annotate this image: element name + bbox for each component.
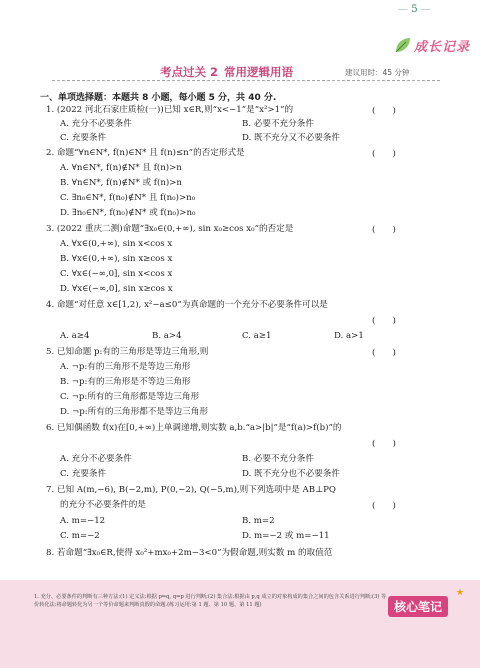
option-d: D. ∃n₀∈N*, f(n₀)∉N* 或 f(n₀)>n₀ — [60, 208, 196, 218]
option-b: B. ¬p:有的三角形是不等边三角形 — [60, 377, 191, 387]
option-c: C. ¬p:所有的三角形都是等边三角形 — [60, 392, 200, 402]
option-b: B. 必要不充分条件 — [242, 454, 314, 464]
option-a: A. ∀x∈(0,+∞), sin x<cos x — [60, 239, 173, 249]
question-7-stem-continued: 的充分不必要条件的是 — [60, 500, 146, 510]
section-heading: 一、单项选择题：本题共 8 小题，每小题 5 分，共 40 分. — [40, 93, 277, 103]
brand-label: 成长记录 — [414, 40, 471, 55]
page-number: — 5 — — [398, 4, 431, 15]
option-c: C. 充要条件 — [60, 469, 107, 479]
option-d: D. ¬p:所有的三角形都不是等边三角形 — [60, 407, 208, 417]
question-7-stem: 7. 已知 A(m,−6), B(−2,m), P(0,−2), Q(−5,m),则下列选项中是 AB⊥PQ — [46, 485, 336, 495]
option-a: A. a≥4 — [60, 331, 90, 341]
option-a: A. ∀n∈N*, f(n)∉N* 且 f(n)>n — [60, 163, 182, 173]
answer-blank: ( ) — [372, 149, 396, 159]
answer-blank: ( ) — [372, 501, 396, 511]
option-b: B. 必要不充分条件 — [242, 119, 314, 129]
option-d: D. 既不充分又不必要条件 — [242, 133, 340, 143]
option-c: C. ∃n₀∈N*, f(n₀)∉N* 且 f(n₀)>n₀ — [60, 193, 196, 203]
option-d: D. a>1 — [334, 331, 364, 341]
page-title: 考点过关 2 常用逻辑用语 — [160, 65, 294, 79]
star-icon: ★ — [456, 588, 465, 598]
option-d: D. ∀x∈(−∞,0], sin x≥cos x — [60, 284, 173, 294]
option-c: C. m=−2 — [60, 531, 100, 541]
question-5-stem: 5. 已知命题 p:有的三角形是等边三角形,则 — [46, 347, 209, 357]
option-a: A. 充分不必要条件 — [60, 119, 132, 129]
option-d: D. 既不充分也不必要条件 — [242, 469, 340, 479]
answer-blank: ( ) — [372, 106, 396, 116]
question-8-stem: 8. 若命题“∃x₀∈R,使得 x₀²+mx₀+2m−3<0”为假命题,则实数 m 的取值范 — [46, 548, 333, 558]
option-b: B. ∀n∈N*, f(n)∉N* 或 f(n)>n — [60, 178, 182, 188]
answer-blank: ( ) — [372, 316, 396, 326]
option-c: C. a≥1 — [242, 331, 272, 341]
question-1-stem: 1. (2022 河北石家庄质检(一))已知 x∈R,则“x<−1”是“x²>1”的 — [46, 105, 294, 115]
option-a: A. 充分不必要条件 — [60, 454, 132, 464]
option-d: D. m=−2 或 m=−11 — [242, 531, 330, 541]
option-b: B. m=2 — [242, 516, 275, 526]
question-3-stem: 3. (2022 重庆二测)命题“∃x₀∈(0,+∞), sin x₀≥cos x₀”的否定是 — [46, 224, 294, 234]
option-b: B. ∀x∈(0,+∞), sin x≥cos x — [60, 254, 173, 264]
question-2-stem: 2. 命题“∀n∈N*, f(n)∈N* 且 f(n)≤n”的否定形式是 — [46, 148, 245, 158]
footnote: 1. 充分、必要条件的判断有三种方法:(1) 定义法:根据 p⇒q, q⇒p 进行判断;(2) 集合法:根据由 p,q 成立的对象构成的集合之间的包含关系进行判断;(3) 等价转化法:将命题转化为另一个等价命题来判断真假的命题.(练习运用:第 1 题、第 10 题、第 11 题) — [34, 594, 387, 608]
suggested-time: 建议用时：45 分钟 — [345, 68, 410, 77]
option-b: B. a>4 — [152, 331, 182, 341]
answer-blank: ( ) — [372, 439, 396, 449]
answer-blank: ( ) — [372, 348, 396, 358]
option-a: A. m=−12 — [60, 516, 106, 526]
core-notes-badge: 核心笔记 — [388, 596, 448, 617]
option-c: C. 充要条件 — [60, 133, 107, 143]
leaf-decoration-icon — [392, 34, 414, 56]
header-divider — [52, 80, 440, 81]
option-c: C. ∀x∈(−∞,0], sin x<cos x — [60, 269, 173, 279]
answer-blank: ( ) — [372, 225, 396, 235]
question-6-stem: 6. 已知偶函数 f(x)在[0,+∞)上单调递增,则实数 a,b.“a>|b|”是“f(a)>f(b)”的 — [46, 423, 342, 433]
question-4-stem: 4. 命题“对任意 x∈[1,2), x²−a≤0”为真命题的一个充分不必要条件可以是 — [46, 300, 328, 310]
option-a: A. ¬p:有的三角形不是等边三角形 — [60, 362, 191, 372]
